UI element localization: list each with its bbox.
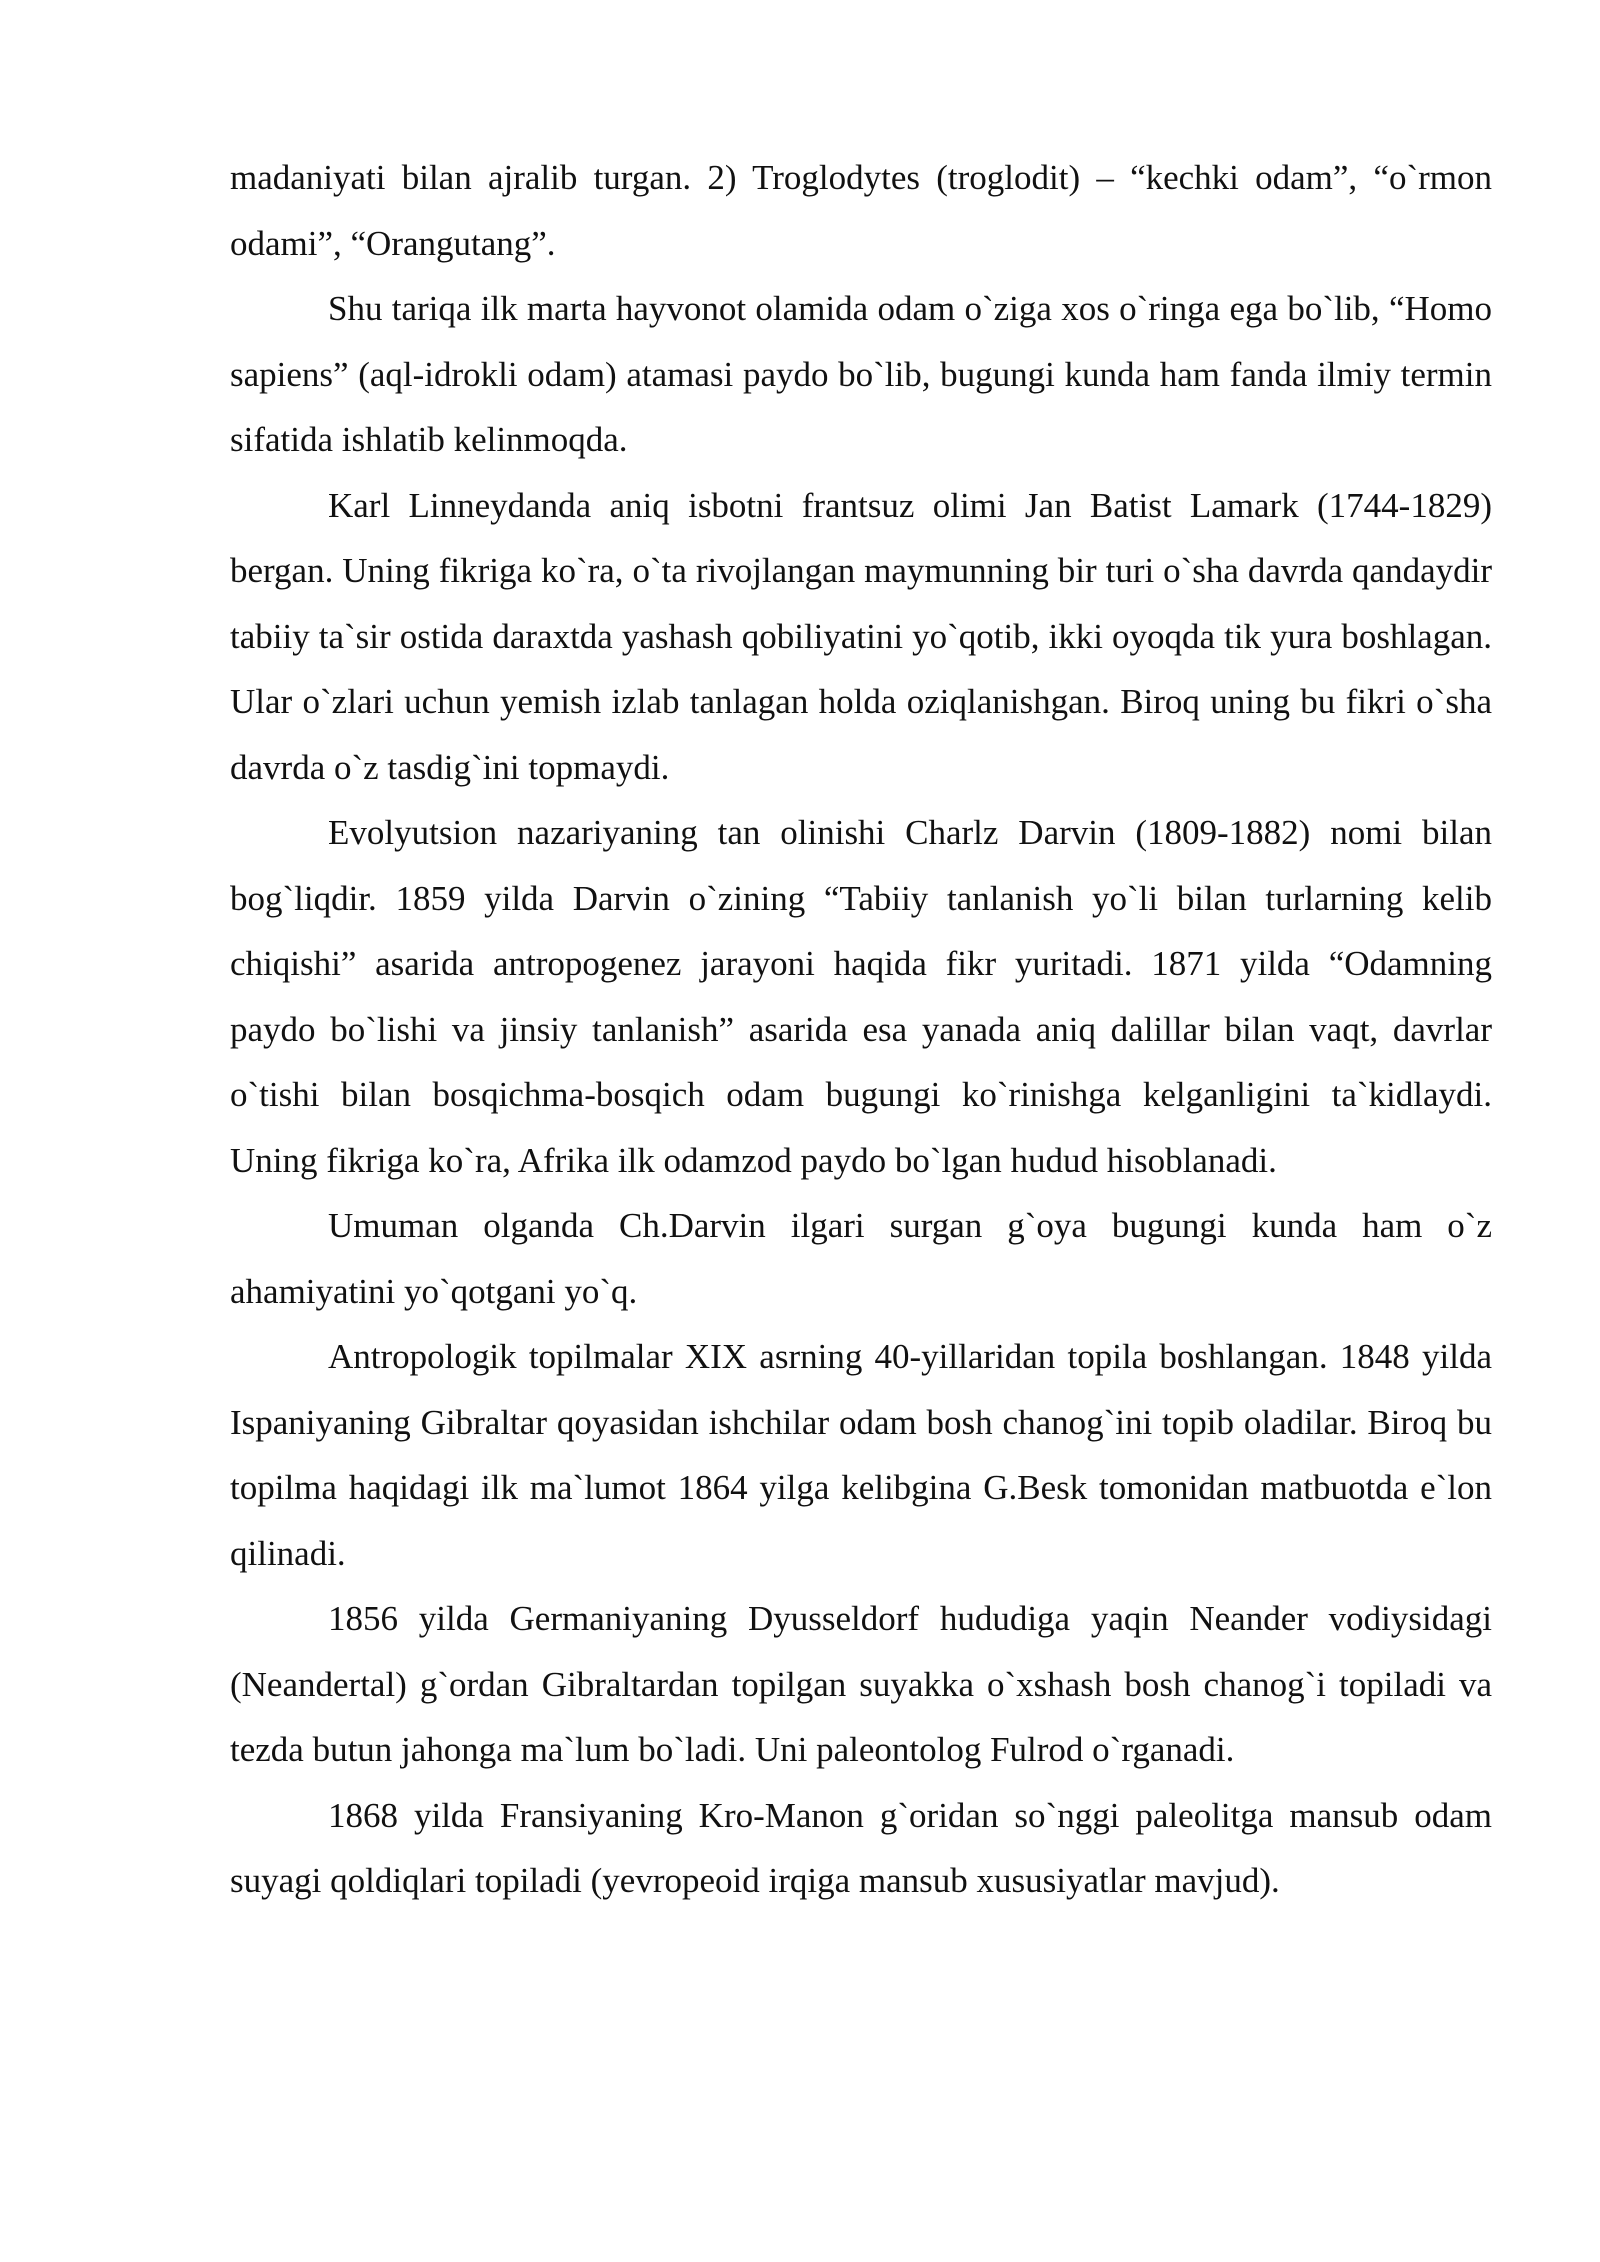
document-page xyxy=(230,145,1492,1914)
paragraph-3: Karl Linneydanda aniq isbotni frantsuz olimi Jan Batist Lamark (1744-1829) bergan. Uning fikriga ko`ra, o`ta rivojlangan maymunning bir turi o`sha davrda qandaydir tabiiy ta`sir ostida daraxtda yashash qobiliyatini yo`qotib, ikki oyoqda tik yura boshlagan. Ular o`zlari uchun yemish izlab tanlagan holda oziqlanishgan. Biroq uning bu fikri o`sha davrda o`z tasdig`ini topmaydi. xyxy=(230,485,1492,787)
paragraph-7: 1856 yilda Germaniyaning Dyusseldorf hududiga yaqin Neander vodiysidagi (Neandertal) g`ordan Gibraltardan topilgan suyakka o`xshash bosh chanog`i topiladi va tezda butun jahonga ma`lum bo`ladi. Uni paleontolog Fulrod o`rganadi. xyxy=(230,1599,1492,1769)
paragraph-8: 1868 yilda Fransiyaning Kro-Manon g`oridan so`nggi paleolitga mansub odam suyagi qoldiqlari topiladi (yevropeoid irqiga mansub xususiyatlar mavjud). xyxy=(230,1795,1492,1900)
paragraph-2: Shu tariqa ilk marta hayvonot olamida odam o`ziga xos o`ringa ega bo`lib, “Homo sapiens” (aql-idrokli odam) atamasi paydo bo`lib, bugungi kunda ham fanda ilmiy termin sifatida ishlatib kelinmoqda. xyxy=(230,289,1492,459)
paragraph-5: Umuman olganda Ch.Darvin ilgari surgan g`oya bugungi kunda ham o`z ahamiyatini yo`qotgani yo`q. xyxy=(230,1206,1492,1311)
paragraph-4: Evolyutsion nazariyaning tan olinishi Charlz Darvin (1809-1882) nomi bilan bog`liqdir. 1859 yilda Darvin o`zining “Tabiiy tanlanish yo`li bilan turlarning kelib chiqishi” asarida antropogenez jarayoni haqida fikr yuritadi. 1871 yilda “Odamning paydo bo`lishi va jinsiy tanlanish” asarida esa yanada aniq dalillar bilan vaqt, davrlar o`tishi bilan bosqichma-bosqich odam bugungi ko`rinishga kelganligini ta`kidlaydi. Uning fikriga ko`ra, Afrika ilk odamzod paydo bo`lgan hudud hisoblanadi. xyxy=(230,813,1492,1180)
paragraph-1: madaniyati bilan ajralib turgan. 2) Troglodytes (troglodit) – “kechki odam”, “o`rmon odami”, “Orangutang”. xyxy=(230,158,1492,263)
paragraph-6: Antropologik topilmalar XIX asrning 40-yillaridan topila boshlangan. 1848 yilda Ispaniyaning Gibraltar qoyasidan ishchilar odam bosh chanog`ini topib oladilar. Biroq bu topilma haqidagi ilk ma`lumot 1864 yilga kelibgina G.Besk tomonidan matbuotda e`lon qilinadi. xyxy=(230,1337,1492,1573)
